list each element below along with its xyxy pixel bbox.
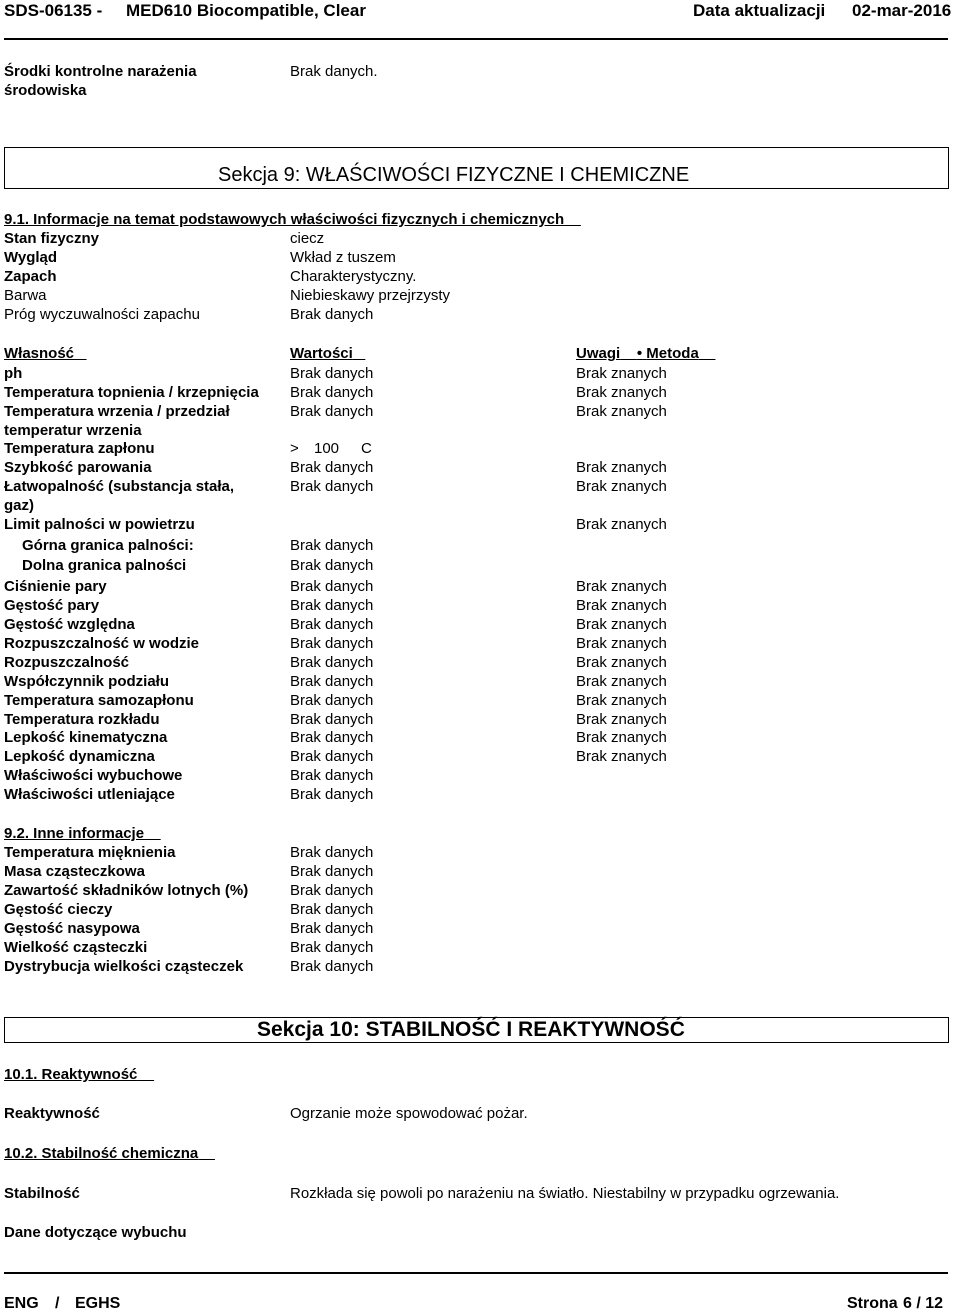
other-info-label: Zawartość składników lotnych (%) xyxy=(4,882,249,899)
property-value: Brak danych xyxy=(290,459,374,476)
footer-system: EGHS xyxy=(75,1295,121,1312)
property-remark: Brak znanych xyxy=(576,516,667,533)
property-remark: Brak znanych xyxy=(576,729,667,746)
footer-language: ENG xyxy=(4,1295,39,1312)
property-remark: Brak znanych xyxy=(576,616,667,633)
stability-value: Rozkłada się powoli po narażeniu na światło. Niestabilny w przypadku ogrzewania. xyxy=(290,1185,840,1202)
property-label: Temperatura topnienia / krzepnięcia xyxy=(4,384,259,401)
basic-property-label: Stan fizyczny xyxy=(4,230,100,247)
property-label: ph xyxy=(4,365,23,382)
product-name: MED610 Biocompatible, Clear xyxy=(126,1,366,20)
other-info-label: Gęstość nasypowa xyxy=(4,920,140,937)
property-remark: Brak znanych xyxy=(576,692,667,709)
subsection-10-2-title: 10.2. Stabilność chemiczna xyxy=(4,1145,199,1162)
other-info-value: Brak danych xyxy=(290,882,374,899)
property-label: Właściwości utleniające xyxy=(4,786,175,803)
property-remark: Brak znanych xyxy=(576,478,667,495)
footer-separator: / xyxy=(55,1295,60,1312)
property-remark: Brak znanych xyxy=(576,365,667,382)
property-value: > xyxy=(290,440,299,457)
subsection-9-2-title: 9.2. Inne informacje xyxy=(4,825,145,842)
other-info-label: Masa cząsteczkowa xyxy=(4,863,145,880)
property-value: Brak danych xyxy=(290,692,374,709)
property-label: Współczynnik podziału xyxy=(4,673,170,690)
other-info-label: Dystrybucja wielkości cząsteczek xyxy=(4,958,244,975)
property-label-continued: temperatur wrzenia xyxy=(4,422,142,439)
property-value: Brak danych xyxy=(290,365,374,382)
property-label: Właściwości wybuchowe xyxy=(4,767,183,784)
property-value: Brak danych xyxy=(290,654,374,671)
basic-property-label: Zapach xyxy=(4,268,57,285)
section-10-title: Sekcja 10: STABILNOŚĆ I REAKTYWNOŚĆ xyxy=(257,1018,685,1041)
property-label: Rozpuszczalność xyxy=(4,654,130,671)
other-info-label: Wielkość cząsteczki xyxy=(4,939,148,956)
footer-page-number: 6 / 12 xyxy=(903,1295,944,1312)
column-header-remarks-method: Uwagi • Metoda xyxy=(576,345,699,362)
update-label: Data aktualizacji xyxy=(693,1,826,20)
basic-property-value: Brak danych xyxy=(290,306,374,323)
basic-property-value: Charakterystyczny. xyxy=(290,268,417,285)
property-label: Szybkość parowania xyxy=(4,459,152,476)
other-info-value: Brak danych xyxy=(290,939,374,956)
reactivity-value: Ogrzanie może spowodować pożar. xyxy=(290,1105,528,1122)
other-info-value: Brak danych xyxy=(290,958,374,975)
property-remark: Brak znanych xyxy=(576,578,667,595)
other-info-value: Brak danych xyxy=(290,920,374,937)
env-controls-value: Brak danych. xyxy=(290,63,378,80)
property-value: Brak danych xyxy=(290,748,374,765)
property-value: Brak danych xyxy=(290,786,374,803)
property-label: Ciśnienie pary xyxy=(4,578,107,595)
property-label: Rozpuszczalność w wodzie xyxy=(4,635,200,652)
property-value: Brak danych xyxy=(290,635,374,652)
section-10-header xyxy=(4,1017,949,1043)
property-remark: Brak znanych xyxy=(576,654,667,671)
document-id: SDS-06135 - xyxy=(4,1,103,20)
property-value: Brak danych xyxy=(290,711,374,728)
other-info-value: Brak danych xyxy=(290,844,374,861)
header-rule xyxy=(4,38,948,40)
property-label: Łatwopalność (substancja stała, xyxy=(4,478,235,495)
property-label: Limit palności w powietrzu xyxy=(4,516,195,533)
env-controls-label: Środki kontrolne narażenia xyxy=(4,63,197,80)
reactivity-label: Reaktywność xyxy=(4,1105,100,1122)
property-remark: Brak znanych xyxy=(576,673,667,690)
property-label-continued: gaz) xyxy=(4,497,34,514)
explosion-data-label: Dane dotyczące wybuchu xyxy=(4,1224,187,1241)
property-value-unit: C xyxy=(361,440,372,457)
property-label: Temperatura samozapłonu xyxy=(4,692,194,709)
other-info-value: Brak danych xyxy=(290,863,374,880)
stability-label: Stabilność xyxy=(4,1185,80,1202)
update-date: 02-mar-2016 xyxy=(852,1,952,20)
property-value: Brak danych xyxy=(290,578,374,595)
property-label: Temperatura zapłonu xyxy=(4,440,155,457)
subsection-10-1-title: 10.1. Reaktywność xyxy=(4,1066,138,1083)
property-value: Brak danych xyxy=(290,729,374,746)
footer-page-label: Strona xyxy=(847,1295,898,1312)
property-label: Temperatura wrzenia / przedział xyxy=(4,403,230,420)
subsection-9-1-title: 9.1. Informacje na temat podstawowych właściwości fizycznych i chemicznych xyxy=(4,211,565,228)
property-remark: Brak znanych xyxy=(576,635,667,652)
property-remark: Brak znanych xyxy=(576,711,667,728)
basic-property-label: Barwa xyxy=(4,287,47,304)
property-label: Dolna granica palności xyxy=(22,557,187,574)
basic-property-value: Wkład z tuszem xyxy=(290,249,396,266)
property-label: Gęstość względna xyxy=(4,616,135,633)
property-value-number: 100 xyxy=(314,440,340,457)
property-label: Gęstość pary xyxy=(4,597,100,614)
column-header-values: Wartości xyxy=(290,345,353,362)
bullet-icon: • xyxy=(636,345,643,362)
property-remark: Brak znanych xyxy=(576,384,667,401)
column-header-property: Własność xyxy=(4,345,75,362)
property-remark: Brak znanych xyxy=(576,403,667,420)
property-value: Brak danych xyxy=(290,597,374,614)
basic-property-value: ciecz xyxy=(290,230,325,247)
section-9-header xyxy=(4,147,949,189)
property-value: Brak danych xyxy=(290,403,374,420)
property-remark: Brak znanych xyxy=(576,597,667,614)
basic-property-label: Próg wyczuwalności zapachu xyxy=(4,306,200,323)
basic-property-label: Wygląd xyxy=(4,249,58,266)
property-value: Brak danych xyxy=(290,767,374,784)
section-9-title: Sekcja 9: WŁAŚCIWOŚCI FIZYCZNE I CHEMICZNE xyxy=(218,164,690,186)
env-controls-label-2: środowiska xyxy=(4,82,87,99)
property-remark: Brak znanych xyxy=(576,748,667,765)
property-label: Górna granica palności: xyxy=(22,537,194,554)
other-info-value: Brak danych xyxy=(290,901,374,918)
property-value: Brak danych xyxy=(290,537,374,554)
basic-property-value: Niebieskawy przejrzysty xyxy=(290,287,451,304)
property-remark: Brak znanych xyxy=(576,459,667,476)
property-value: Brak danych xyxy=(290,673,374,690)
property-value: Brak danych xyxy=(290,478,374,495)
property-label: Lepkość kinematyczna xyxy=(4,729,168,746)
property-value: Brak danych xyxy=(290,384,374,401)
property-value: Brak danych xyxy=(290,616,374,633)
footer-rule xyxy=(4,1272,948,1274)
property-label: Lepkość dynamiczna xyxy=(4,748,155,765)
property-value: Brak danych xyxy=(290,557,374,574)
other-info-label: Gęstość cieczy xyxy=(4,901,113,918)
other-info-label: Temperatura mięknienia xyxy=(4,844,176,861)
property-label: Temperatura rozkładu xyxy=(4,711,160,728)
